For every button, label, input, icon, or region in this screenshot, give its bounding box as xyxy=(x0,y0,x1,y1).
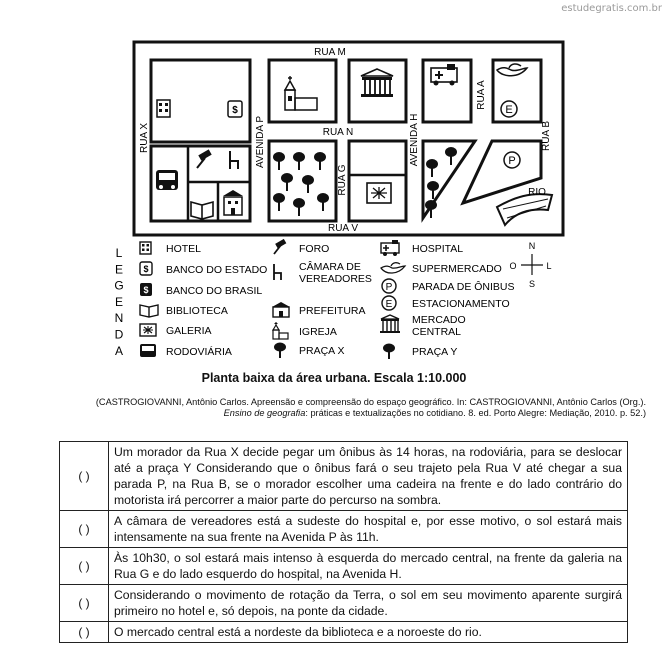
legend-label: BANCO DO BRASIL xyxy=(166,285,263,297)
legend-label: CENTRAL xyxy=(412,326,462,338)
compass-s: S xyxy=(528,279,536,289)
block-gallery xyxy=(349,141,406,221)
legend-label: BANCO DO ESTADO xyxy=(166,264,268,276)
legend-label: HOSPITAL xyxy=(412,243,464,255)
answer-box[interactable]: ( ) xyxy=(60,622,109,643)
question-text: Considerando o movimento de rotação da Terra, o sol em seu movimento aparente surgirá primeiro no hotel e, só depois, na ponte da cidade. xyxy=(109,585,628,622)
street-rua-v: RUA V xyxy=(327,223,359,234)
church-icon xyxy=(273,322,288,339)
tree-icon xyxy=(273,193,285,211)
bus-station-icon xyxy=(140,344,156,357)
tree-icon xyxy=(314,152,326,170)
square-y-icon xyxy=(383,344,395,360)
legend-label: RODOVIÁRIA xyxy=(166,346,232,358)
legend xyxy=(140,239,515,359)
gallery-icon xyxy=(140,324,156,336)
river-label: RIO xyxy=(528,187,546,198)
question-row xyxy=(60,622,628,643)
answer-box[interactable]: ( ) xyxy=(60,511,109,548)
street-avenida-p: AVENIDA P xyxy=(255,115,266,169)
market-icon xyxy=(380,315,400,333)
legend-label: GALERIA xyxy=(166,325,212,337)
legend-label: SUPERMERCADO xyxy=(412,263,502,275)
library-icon xyxy=(191,202,213,219)
legend-label: ESTACIONAMENTO xyxy=(412,298,510,310)
city-hall-icon xyxy=(223,190,243,215)
parking-icon xyxy=(501,101,517,117)
parking-icon xyxy=(382,296,396,310)
svg-text:$: $ xyxy=(143,264,149,274)
svg-text:E: E xyxy=(505,104,513,116)
city-hall-icon xyxy=(272,302,290,317)
hospital-icon xyxy=(431,64,457,86)
legend-label: PRAÇA Y xyxy=(412,346,458,358)
hotel-icon xyxy=(157,100,170,117)
legend-title-letter: G xyxy=(114,278,124,293)
watermark: estudegratis.com.br xyxy=(561,3,662,14)
answer-box[interactable]: ( ) xyxy=(60,442,109,511)
supermarket-icon xyxy=(381,263,405,273)
citation-line-1: (CASTROGIOVANNI, Antônio Carlos. Apreensão e compreensão do espaço geográfico. In: CASTROGIOVANNI, Antônio Carlos (Org.). xyxy=(95,397,646,407)
block-church xyxy=(269,60,336,122)
square-y-trees xyxy=(425,147,457,218)
map-caption: Planta baixa da área urbana. Escala 1:10.000 xyxy=(201,371,467,385)
gallery-icon xyxy=(367,183,391,203)
citation-line-2 xyxy=(26,408,646,419)
citation-book-title: Ensino de geografia xyxy=(223,408,306,418)
street-rua-m: RUA M xyxy=(314,47,346,58)
legend-label: CÂMARA DE xyxy=(299,261,361,273)
library-icon xyxy=(140,305,158,317)
legend-title-letter: D xyxy=(114,327,124,342)
legend-label: VEREADORES xyxy=(299,273,372,285)
answer-box[interactable]: ( ) xyxy=(60,548,109,585)
street-rua-g: RUA G xyxy=(337,164,348,196)
question-text: Um morador da Rua X decide pegar um ônibus às 14 horas, na rodoviária, para se deslocar até a praça Y Considerando que o ônibus fará o seu trajeto pela Rua V até chegar a sua parada P, na Rua B, se o morador escolher uma cadeira na frente e do lado contrário do motorista irá percorrer a maior parte do percurso na sombra. xyxy=(109,442,628,511)
legend-label: HOTEL xyxy=(166,243,202,255)
compass-l: L xyxy=(546,261,552,271)
legend-label: IGREJA xyxy=(299,326,337,338)
bus-stop-icon xyxy=(504,152,520,168)
supermarket-icon xyxy=(497,64,527,76)
street-rua-x: RUA X xyxy=(139,122,150,154)
hospital-icon xyxy=(381,240,399,256)
svg-text:P: P xyxy=(508,155,516,167)
question-text: Às 10h30, o sol estará mais intenso à esquerda do mercado central, na frente da galeria na Rua G e do lado esquerdo do hospital, na Avenida H. xyxy=(109,548,628,585)
bank-brasil-icon xyxy=(228,101,242,117)
question-row xyxy=(60,548,628,585)
svg-text:$: $ xyxy=(143,285,149,295)
river xyxy=(497,194,552,225)
bank-state-icon xyxy=(140,262,152,275)
square-x-icon xyxy=(274,343,286,359)
hotel-icon xyxy=(140,242,151,254)
legend-title-letter: E xyxy=(114,262,124,277)
legend-title-letter: L xyxy=(115,246,123,260)
answer-box[interactable]: ( ) xyxy=(60,585,109,622)
bank-brasil-icon xyxy=(140,283,152,296)
legend-title-letter: N xyxy=(114,311,124,326)
question-row xyxy=(60,511,628,548)
tree-icon xyxy=(293,152,305,170)
tree-icon xyxy=(293,198,305,216)
street-rua-n: RUA N xyxy=(322,127,354,138)
tree-icon xyxy=(281,173,293,191)
tree-icon xyxy=(302,175,314,193)
legend-label: PARADA DE ÔNIBUS xyxy=(412,281,515,293)
street-rua-b: RUA B xyxy=(541,120,552,152)
forum-icon xyxy=(274,239,286,254)
legend-label: PREFEITURA xyxy=(299,305,366,317)
true-false-questions xyxy=(59,441,628,643)
question-row xyxy=(60,442,628,511)
bus-station-icon xyxy=(156,170,178,190)
tree-icon xyxy=(273,152,285,170)
legend-title-letter: E xyxy=(114,294,124,309)
legend-title xyxy=(114,246,123,358)
question-row xyxy=(60,585,628,622)
tree-icon xyxy=(317,193,329,211)
bus-stop-icon xyxy=(382,279,396,293)
legend-label: MERCADO xyxy=(412,314,466,326)
tree-icon xyxy=(425,200,437,218)
compass xyxy=(509,241,551,289)
legend-label: FORO xyxy=(299,243,330,255)
legend-title-letter: A xyxy=(114,343,124,358)
legend-label: BIBLIOTECA xyxy=(166,305,228,317)
square-x-trees xyxy=(273,152,329,216)
compass-n: N xyxy=(528,241,536,251)
legend-label: PRAÇA X xyxy=(299,345,345,357)
city-hall-icon-map xyxy=(361,69,393,97)
compass-o: O xyxy=(509,261,517,271)
svg-text:P: P xyxy=(385,282,393,293)
council-chair-icon xyxy=(274,264,281,280)
citation-details: : práticas e textualizações no cotidiano. 8. ed. Porto Alegre: Mediação, 2010. p. 52.) xyxy=(305,408,646,418)
street-avenida-h: AVENIDA H xyxy=(409,113,420,167)
question-text: O mercado central está a nordeste da biblioteca e a noroeste do rio. xyxy=(109,622,628,643)
tree-icon xyxy=(426,159,438,177)
svg-text:E: E xyxy=(385,299,393,310)
svg-text:$: $ xyxy=(232,105,238,116)
street-rua-a: RUA A xyxy=(476,80,487,110)
forum-icon xyxy=(197,149,212,168)
question-text: A câmara de vereadores está a sudeste do hospital e, por esse motivo, o sol estará mais intensamente na sua frente na Avenida P às 11h. xyxy=(109,511,628,548)
tree-icon xyxy=(445,147,457,165)
church-icon xyxy=(285,76,317,110)
council-chair-icon xyxy=(230,151,238,169)
